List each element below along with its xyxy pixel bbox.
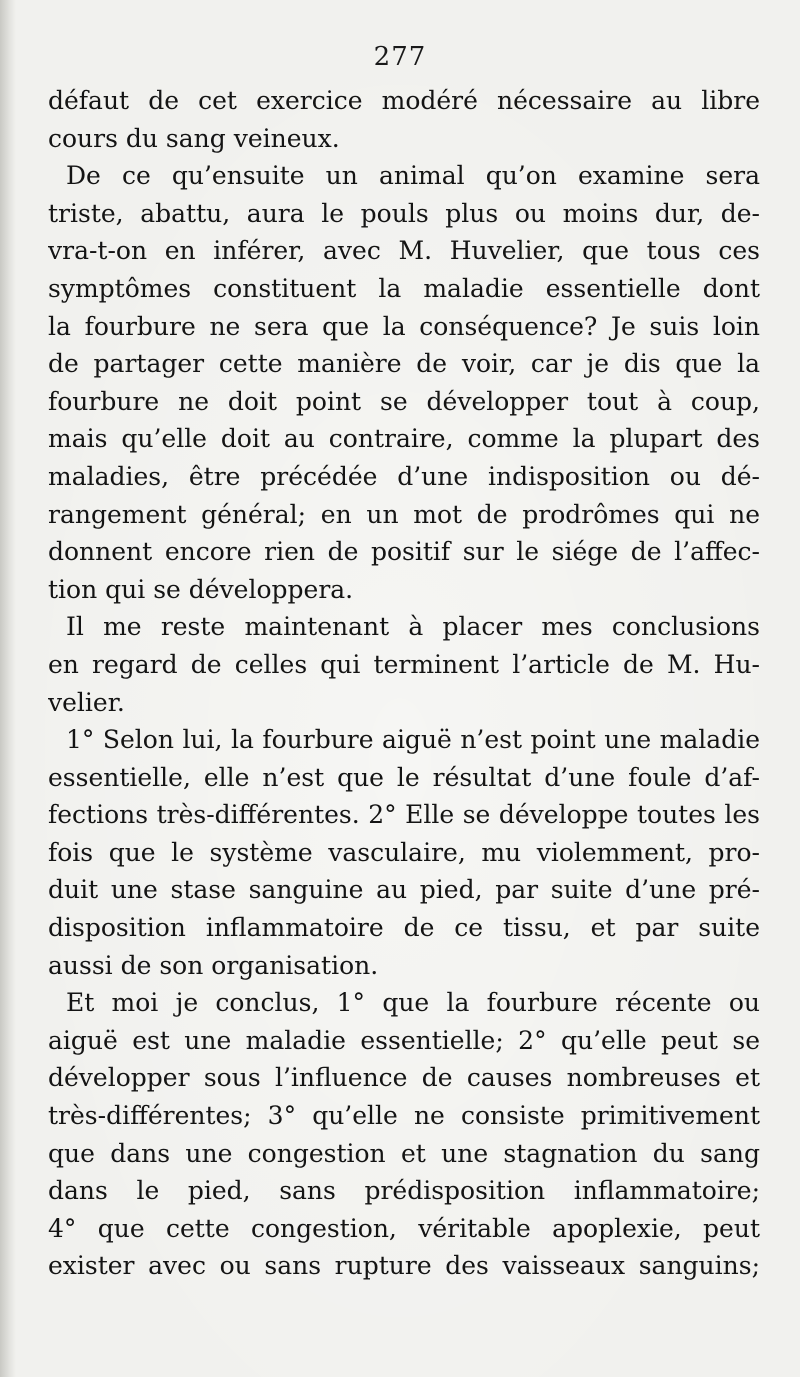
text-line: fourbure ne doit point se développer tout à coup,: [48, 386, 760, 416]
text-line: aiguë est une maladie essentielle; 2° qu’elle peut se: [48, 1025, 760, 1055]
text-line: rangement général; en un mot de prodrômes qui ne: [48, 499, 760, 529]
text-line: duit une stase sanguine au pied, par suite d’une pré-: [48, 875, 760, 905]
text-line: essentielle, elle n’est que le résultat d’une foule d’af-: [48, 762, 760, 792]
text-line: exister avec ou sans rupture des vaisseaux sanguins;: [48, 1251, 760, 1281]
text-line: maladies, être précédée d’une indisposition ou dé-: [48, 461, 760, 491]
text-line: 4° que cette congestion, véritable apoplexie, peut: [48, 1213, 760, 1243]
text-line: fections très-différentes. 2° Elle se développe toutes les: [48, 800, 760, 830]
text-line: que dans une congestion et une stagnation du sang: [48, 1138, 760, 1168]
text-line: défaut de cet exercice modéré nécessaire au libre: [48, 86, 760, 115]
text-line: donnent encore rien de positif sur le siége de l’affec-: [48, 537, 760, 567]
text-line: 1° Selon lui, la fourbure aiguë n’est point une maladie: [66, 725, 760, 755]
text-line: Il me reste maintenant à placer mes conclusions: [66, 612, 760, 642]
text-line: la fourbure ne sera que la conséquence? Je suis loin: [48, 311, 760, 341]
text-line: aussi de son organisation.: [48, 950, 379, 980]
text-line: dans le pied, sans prédisposition inflammatoire;: [48, 1176, 760, 1206]
text-line: très-différentes; 3° qu’elle ne consiste primitivement: [48, 1101, 760, 1131]
body-text: [48, 82, 760, 1285]
page-number: 277: [373, 42, 427, 72]
text-line: symptômes constituent la maladie essentielle dont: [48, 273, 760, 303]
text-line: velier.: [48, 687, 125, 717]
text-line: en regard de celles qui terminent l’article de M. Hu-: [48, 649, 760, 679]
text-line: cours du sang veineux.: [48, 123, 340, 153]
text-line: mais qu’elle doit au contraire, comme la plupart des: [48, 424, 760, 454]
text-line: développer sous l’influence de causes nombreuses et: [48, 1063, 760, 1093]
text-line: fois que le système vasculaire, mu violemment, pro-: [48, 837, 760, 867]
text-line: tion qui se développera.: [48, 574, 354, 604]
text-line: triste, abattu, aura le pouls plus ou moins dur, de-: [48, 198, 760, 228]
text-line: vra-t-on en inférer, avec M. Huvelier, que tous ces: [48, 236, 760, 266]
text-line: de partager cette manière de voir, car je dis que la: [48, 349, 760, 379]
page-binding-shadow: [0, 0, 16, 1377]
text-line: Et moi je conclus, 1° que la fourbure récente ou: [66, 988, 760, 1018]
text-line: disposition inflammatoire de ce tissu, et par suite: [48, 913, 760, 943]
text-line: De ce qu’ensuite un animal qu’on examine sera: [66, 161, 760, 191]
